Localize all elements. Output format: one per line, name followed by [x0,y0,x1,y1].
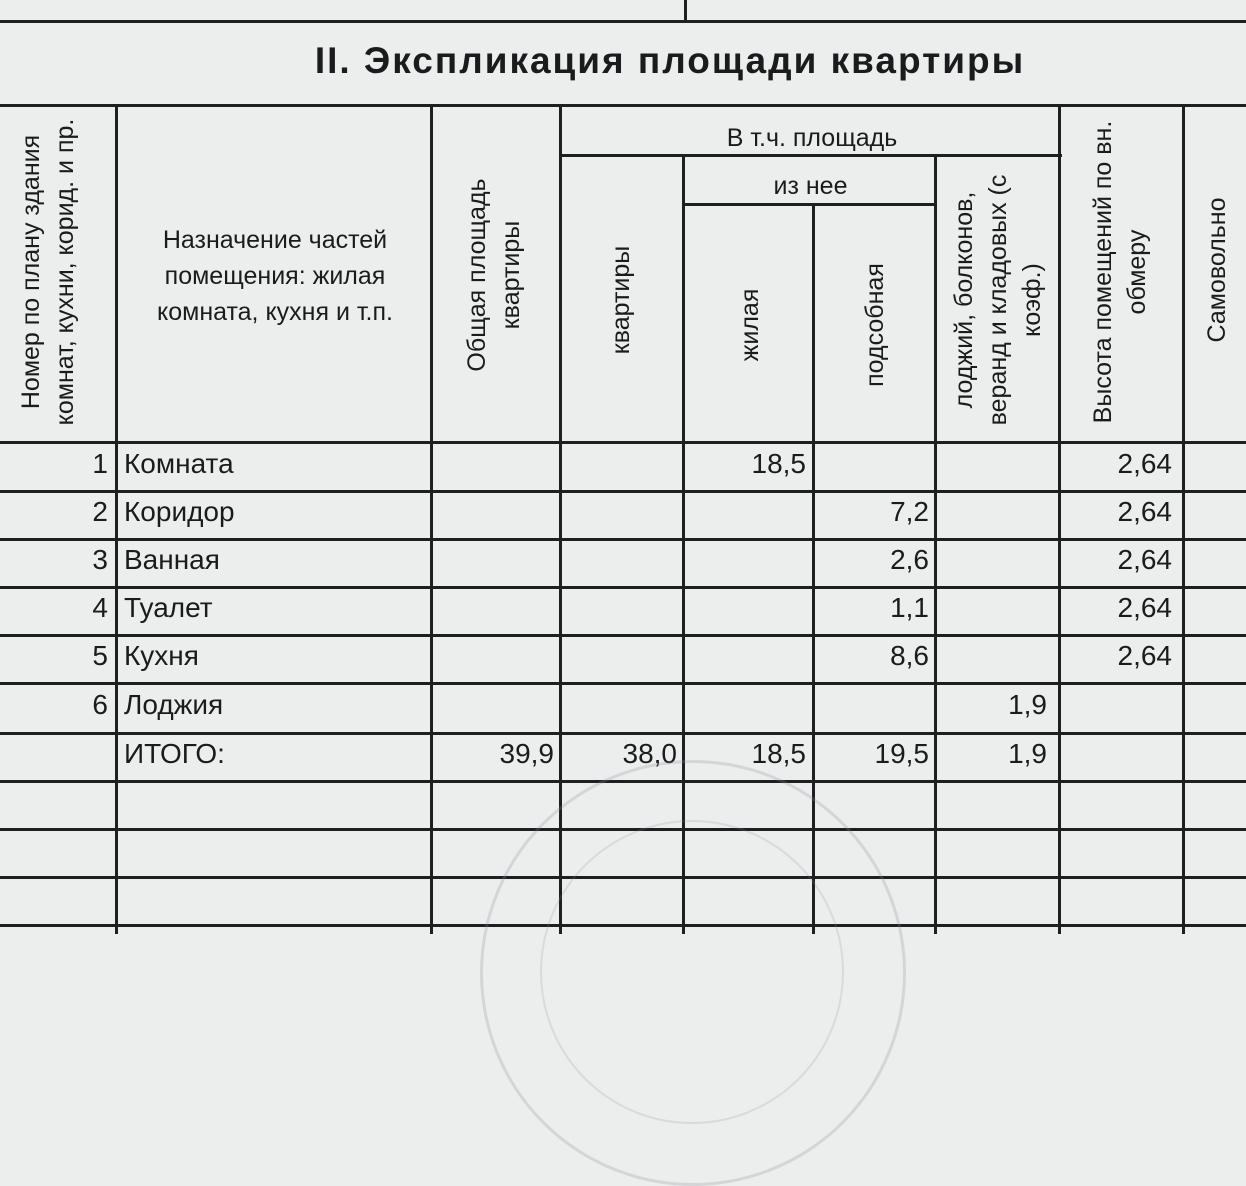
row-number: 4 [92,592,108,623]
row-number: 3 [92,544,108,575]
row-name: Комната [124,448,234,479]
row-height: 2,64 [1117,544,1172,575]
header-including-area: В т.ч. площадь [726,124,898,152]
row-number: 6 [92,689,108,720]
row-name: Ванная [124,544,220,575]
row-height: 2,64 [1117,640,1172,671]
col-rule [430,104,433,934]
row-name: Кухня [124,640,199,671]
row-auxiliary: 7,2 [890,496,929,527]
totals-auxiliary: 19,5 [874,738,929,769]
section-title: II. Экспликация площади квартиры [314,40,1026,81]
row-auxiliary: 8,6 [890,640,929,671]
header-purpose: Назначение частей помещения: жилая комната, кухня и т.п. [157,226,393,326]
row-name: Лоджия [124,689,224,720]
top-divider [684,0,687,22]
row-name: Коридор [124,496,235,527]
row-number: 5 [92,640,108,671]
row-loggia: 1,9 [1008,689,1047,720]
row-height: 2,64 [1117,448,1172,479]
col-rule [115,104,118,934]
row-height: 2,64 [1117,496,1172,527]
row-living: 18,5 [751,448,806,479]
row-height: 2,64 [1117,592,1172,623]
row-auxiliary: 2,6 [890,544,929,575]
header-of-which: из нее [773,172,848,200]
header-total-area: Общая площадь квартиры [463,178,525,372]
totals-living: 18,5 [751,738,806,769]
header-auxiliary: подсобная [861,263,889,387]
totals-total-area: 39,9 [499,738,554,769]
col-rule [934,154,937,934]
row-name: Туалет [124,592,213,623]
row-auxiliary: 1,1 [890,592,929,623]
col-rule [1182,104,1185,934]
header-living: жилая [736,288,764,362]
totals-label: ИТОГО: [124,738,225,769]
top-rule [0,20,1246,23]
totals-loggia: 1,9 [1008,738,1047,769]
row-number: 2 [92,496,108,527]
row-number: 1 [92,448,108,479]
stamp-impression-inner [540,820,844,1124]
header-room-number: Номер по плану здания комнат, кухни, корид. и пр. [17,118,79,426]
totals-apartment: 38,0 [622,738,677,769]
header-self-built: Самовольно [1203,197,1231,343]
header-apartment: квартиры [607,245,635,355]
header-height: Высота помещений по вн. обмеру [1089,120,1151,424]
header-loggias: лоджий, болконов, веранд и кладовых (с коэф.) [950,174,1046,426]
